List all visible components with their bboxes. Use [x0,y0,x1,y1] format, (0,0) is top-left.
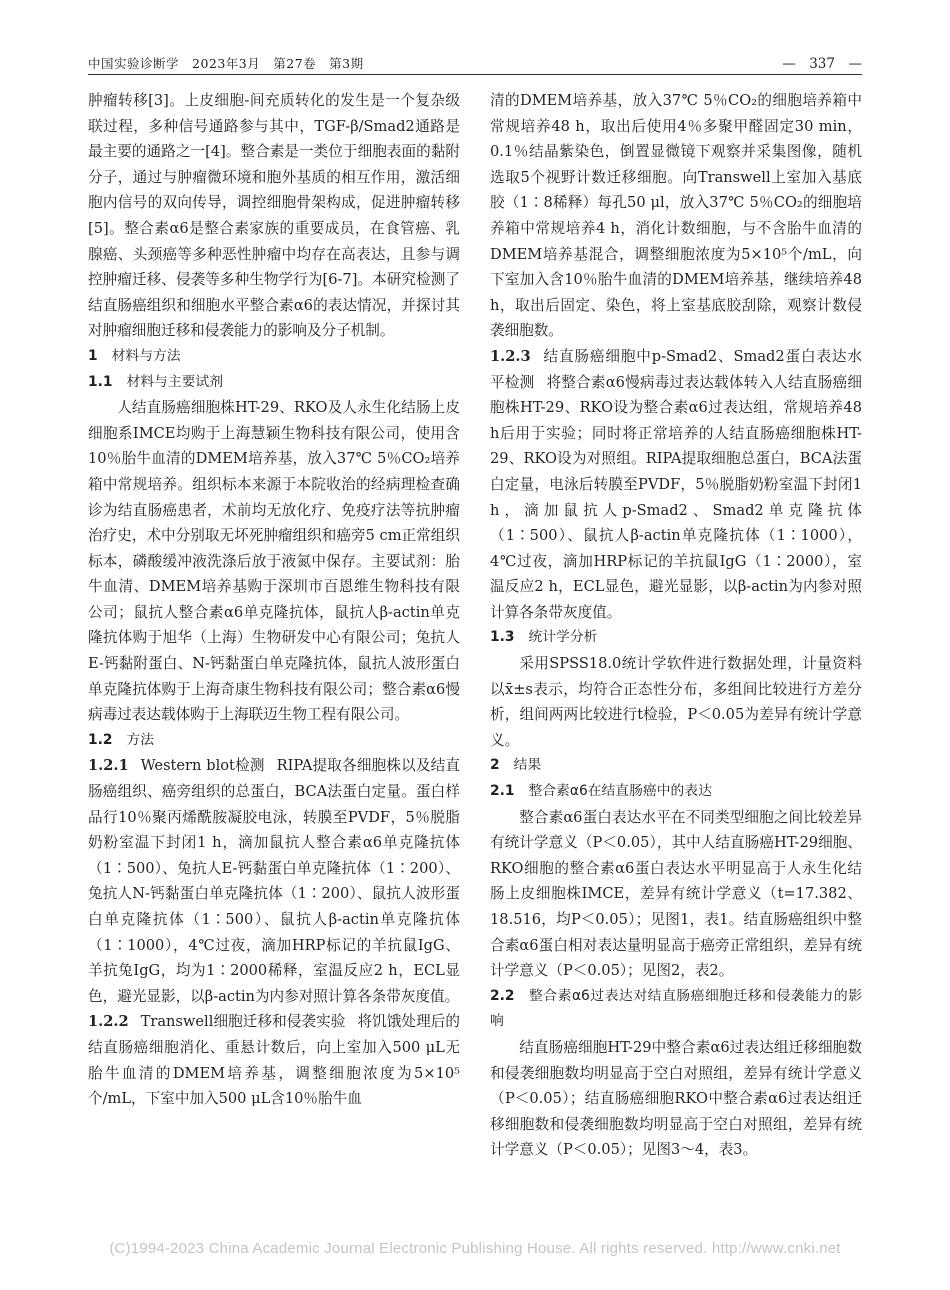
section-heading [88,344,460,370]
subsection-heading [490,984,862,1035]
heading-number: 1.2 [88,731,113,748]
method-number: 1.2.1 [88,757,129,775]
heading-number: 1.1 [88,373,113,390]
subsection-heading [490,779,862,805]
body-paragraph: 肿瘤转移[3]。上皮细胞-间充质转化的发生是一个复杂级联过程，多种信号通路参与其中，TGF-β/Smad2通路是最主要的通路之一[4]。整合素是一类位于细胞表面的黏附分子，通过与肿瘤微环境和胞外基质的相互作用，激活细胞内信号的双向传导，调控细胞骨架构成，促进肿瘤转移[5]。整合素α6是整合素家族的重要成员，在食管癌、乳腺癌、头颈癌等多种恶性肿瘤中均存在高表达，且参与调控肿瘤迁移、侵袭等多种生物学行为[6-7]。本研究检测了结直肠癌组织和细胞水平整合素α6的表达情况，并探讨其对肿瘤细胞迁移和侵袭能力的影响及分子机制。 [88,92,460,340]
subsection-heading [88,370,460,396]
heading-number: 2.1 [490,783,515,800]
method-number: 1.2.2 [88,1013,129,1031]
method-paragraph [88,1009,460,1111]
section-heading [490,753,862,779]
heading-title: 方法 [126,731,155,748]
method-text: 将饥饿处理后的结直肠癌细胞消化、重悬计数后，向上室加入500 μL无胎牛血清的DMEM培养基，调整细胞浓度为5×10⁵个/mL，下室中加入500 μL含10％胎牛血 [88,1013,460,1108]
heading-title: 材料与方法 [111,347,181,364]
heading-number: 2 [490,757,500,774]
journal-info: 中国实验诊断学 2023年3月 第27卷 第3期 [88,56,364,71]
method-text: 将整合素α6慢病毒过表达载体转入人结直肠癌细胞株HT-29、RKO设为整合素α6过表达组，常规培养48 h后用于实验；同时将正常培养的人结直肠癌细胞株HT-29、RKO设为对照组。RIPA提取细胞总蛋白，BCA法蛋白定量，电泳后转膜至PVDF，5％脱脂奶粉室温下封闭1 h，滴加鼠抗人p-Smad2、Smad2单克隆抗体（1∶500）、鼠抗人β-actin单克隆抗体（1∶1000），4℃过夜，滴加HRP标记的羊抗鼠IgG（1∶2000），室温反应2 h，ECL显色，避光显影，以β-actin为内参对照计算各条带灰度值。 [490,373,862,621]
body-paragraph: 采用SPSS18.0统计学软件进行数据处理，计量资料以x̄±s表示，均符合正态性分布，多组间比较进行方差分析，组间两两比较进行t检验，P＜0.05为差异有统计学意义。 [490,655,862,749]
body-paragraph: 结直肠癌细胞HT-29中整合素α6过表达组迁移细胞数和侵袭细胞数均明显高于空白对照组，差异有统计学意义（P＜0.05）；结直肠癌细胞RKO中整合素α6过表达组迁移细胞数和侵袭细胞数均明显高于空白对照组，差异有统计学意义（P＜0.05）；见图3～4，表3。 [490,1038,862,1159]
body-paragraph: 清的DMEM培养基，放入37℃ 5％CO₂的细胞培养箱中常规培养48 h，取出后使用4％多聚甲醛固定30 min，0.1％结晶紫染色，倒置显微镜下观察并采集图像，随机选取5个视野计数迁移细胞。向Transwell上室加入基底胶（1∶8稀释）每孔50 μl，放入37℃ 5％CO₂的细胞培养箱中常规培养4 h，消化计数细胞，与不含胎牛血清的DMEM培养基混合，调整细胞浓度为5×10⁵个/mL，向下室加入含10％胎牛血清的DMEM培养基，继续培养48 h，取出后固定、染色，将上室基底胶刮除，观察计数侵袭细胞数。 [490,92,862,340]
heading-title: 结果 [513,757,542,774]
method-number: 1.2.3 [490,347,531,365]
subsection-heading [88,728,460,754]
heading-title: 材料与主要试剂 [126,373,224,390]
left-column [88,88,460,1112]
heading-number: 2.2 [490,987,515,1004]
method-title: Western blot检测 [140,757,265,775]
running-header [88,52,862,75]
heading-title: 整合素α6在结直肠癌中的表达 [528,783,712,800]
method-paragraph [88,753,460,1009]
heading-number: 1 [88,347,98,364]
page-number: — 337 — [782,56,862,72]
method-text: RIPA提取各细胞株以及结直肠癌组织、癌旁组织的总蛋白，BCA法蛋白定量。蛋白样品行10％聚丙烯酰胺凝胶电泳，转膜至PVDF，5％脱脂奶粉室温下封闭1 h，滴加鼠抗人整合素α6单克隆抗体（1∶500）、兔抗人E-钙黏蛋白单克隆抗体（1∶200）、兔抗人N-钙黏蛋白单克隆抗体（1∶200）、鼠抗人波形蛋白单克隆抗体（1∶500）、鼠抗人β-actin单克隆抗体（1∶1000），4℃过夜，滴加HRP标记的羊抗鼠IgG、羊抗兔IgG，均为1∶2000稀释，室温反应2 h，ECL显色，避光显影，以β-actin为内参对照计算各条带灰度值。 [88,757,460,1005]
copyright-footer: (C)1994-2023 China Academic Journal Electronic Publishing House. All rights reserved. http://www.cnki.net [109,1240,841,1257]
heading-number: 1.3 [490,629,515,646]
heading-title: 整合素α6过表达对结直肠癌细胞迁移和侵袭能力的影响 [490,987,862,1030]
method-paragraph [490,344,862,626]
subsection-heading [490,625,862,651]
method-title: Transwell细胞迁移和侵袭实验 [140,1013,346,1031]
body-paragraph: 整合素α6蛋白表达水平在不同类型细胞之间比较差异有统计学意义（P＜0.05），其中人结直肠癌HT-29细胞、RKO细胞的整合素α6蛋白表达水平明显高于人永生化结肠上皮细胞株IMCE，差异有统计学意义（t=17.382、18.516，均P＜0.05）；见图1，表1。结直肠癌组织中整合素α6蛋白相对表达量明显高于癌旁正常组织，差异有统计学意义（P＜0.05）；见图2，表2。 [490,808,862,980]
body-paragraph: 人结直肠癌细胞株HT-29、RKO及人永生化结肠上皮细胞系IMCE均购于上海慧颖生物科技有限公司，使用含10％胎牛血清的DMEM培养基，放入37℃ 5％CO₂培养箱中常规培养。组织标本来源于本院收治的经病理检查确诊为结直肠癌患者，术前均无放化疗、免疫疗法等抗肿瘤治疗史，术中分别取无坏死肿瘤组织和癌旁5 cm正常组织标本，磷酸缓冲液洗涤后放于液氮中保存。主要试剂：胎牛血清、DMEM培养基购于深圳市百恩维生物科技有限公司；鼠抗人整合素α6单克隆抗体，鼠抗人β-actin单克隆抗体购于旭华（上海）生物研发中心有限公司；兔抗人E-钙黏附蛋白、N-钙黏蛋白单克隆抗体，鼠抗人波形蛋白单克隆抗体购于上海奇康生物科技有限公司；整合素α6慢病毒过表达载体购于上海联迈生物工程有限公司。 [88,399,460,724]
method-title: 结直肠癌细胞中p-Smad2、Smad2蛋白表达水平检测 [490,347,862,391]
heading-title: 统计学分析 [528,629,598,646]
right-column [490,88,862,1163]
